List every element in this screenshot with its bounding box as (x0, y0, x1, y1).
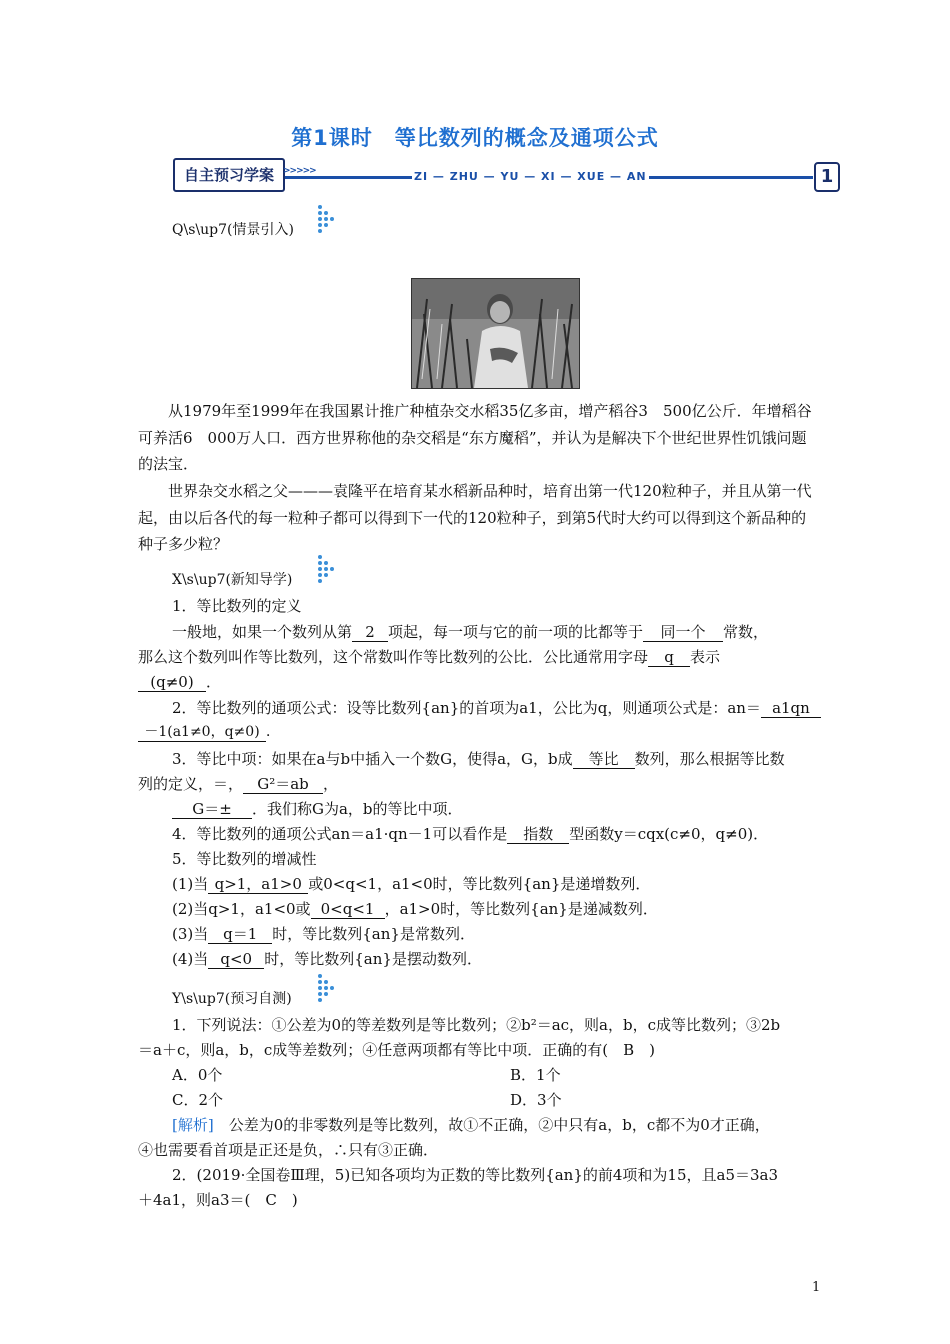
option-d: D．3个 (510, 1091, 562, 1109)
intro-paragraph-1: 从1979年至1999年在我国累计推广种植杂交水稻35亿多亩，增产稻谷3 500亿公斤．年增稻谷可养活6 000万人口．西方世界称他的杂交稻是“东方魔稻”，并认为是解决下个世纪世界性饥饿问题的法宝． (138, 402, 812, 473)
question-2-line-a: 2．(2019·全国卷Ⅲ理，5)已知各项均为正数的等比数列{an}的前4项和为15，且a5＝3a3 (172, 1166, 779, 1184)
text: ． (266, 724, 280, 740)
page-title: 第1课时 等比数列的概念及通项公式 (291, 126, 659, 150)
text: 3．等比中项：如果在a与b中插入一个数G，使得a，G，b成 (172, 750, 573, 768)
text: 表示 (690, 648, 721, 666)
text: ． (206, 673, 222, 691)
answer-blank: G²＝ab (243, 775, 323, 794)
answer-blank: －1(a1≠0，q≠0) (138, 723, 266, 742)
knowledge-item-5: 5．等比数列的增减性 (172, 850, 317, 868)
answer-blank: 2 (352, 623, 388, 642)
answer-blank: G＝± (172, 800, 252, 819)
text: 公差为0的非零数列是等比数列，故①不正确，②中只有a，b，c都不为0才正确， (228, 1116, 770, 1134)
banner-arrows: >>>>> (283, 166, 316, 176)
triangle-marker-icon (316, 554, 342, 588)
analysis-tag: [解析] (172, 1116, 214, 1134)
knowledge-line-2b (138, 721, 280, 742)
section-banner-label: 自主预习学案 (173, 158, 285, 192)
knowledge-line-5b (172, 898, 658, 919)
knowledge-line-1a (172, 621, 768, 642)
knowledge-line-5d (172, 948, 482, 969)
analysis-line-b: ④也需要看首项是正还是负，∴只有③正确． (138, 1141, 439, 1159)
triangle-marker-icon (316, 973, 342, 1007)
knowledge-line-5a (172, 873, 650, 894)
answer-blank: 同一个 (643, 623, 723, 642)
question-2-line-b: ＋4a1，则a3＝( C ) (138, 1191, 298, 1209)
answer-blank: 指数 (507, 825, 569, 844)
text: (1)当 (172, 875, 209, 893)
banner-number: 1 (814, 162, 840, 192)
knowledge-line-1c (138, 671, 221, 692)
knowledge-line-3a (172, 748, 785, 769)
question-1-line-b: ＝a＋c，则a，b，c成等差数列；④任意两项都有等比中项．正确的有( B ) (138, 1041, 656, 1059)
answer-blank: q (648, 648, 690, 667)
text: (4)当 (172, 950, 209, 968)
knowledge-line-1b (138, 646, 720, 667)
text: 时，等比数列{an}是常数列． (272, 925, 475, 943)
answer-blank: a1qn (761, 699, 821, 718)
text: ，a1>0时，等比数列{an}是递减数列． (384, 900, 658, 918)
triangle-marker-icon (316, 204, 342, 238)
text: 或0<q<1，a1<0时，等比数列{an}是递增数列． (308, 875, 651, 893)
text: 时，等比数列{an}是摆动数列． (264, 950, 482, 968)
text: 4．等比数列的通项公式an＝a1·qn－1可以看作是 (172, 825, 508, 843)
text: 常数， (723, 623, 769, 641)
answer-blank: q<0 (208, 950, 264, 969)
analysis-line-a (172, 1114, 770, 1135)
section-heading-q: Q\s\up7(情景引入) (172, 222, 294, 238)
answer-blank: (q≠0) (138, 673, 206, 692)
knowledge-line-2a (172, 697, 821, 718)
text: 那么这个数列叫作等比数列，这个常数叫作等比数列的公比．公比通常用字母 (138, 648, 649, 666)
text: 型函数y＝cqx(c≠0，q≠0)． (569, 825, 769, 843)
knowledge-line-5c (172, 923, 475, 944)
rice-field-photo (411, 278, 580, 389)
text: 一般地，如果一个数列从第 (172, 623, 353, 641)
option-a: A．0个 (172, 1066, 223, 1084)
answer-blank: 0<q<1 (311, 900, 385, 919)
section-heading-y: Y\s\up7(预习自测) (172, 991, 292, 1007)
text: 数列，那么根据等比数 (634, 750, 785, 768)
option-b: B．1个 (510, 1066, 561, 1084)
page-number: 1 (812, 1280, 821, 1295)
answer-blank: q＝1 (208, 925, 272, 944)
section-heading-x: X\s\up7(新知导学) (172, 572, 293, 588)
knowledge-line-4 (172, 823, 768, 844)
answer-blank: q>1，a1>0 (208, 875, 308, 894)
text: (2)当q>1，a1<0或 (172, 900, 311, 918)
text: 2．等比数列的通项公式：设等比数列{an}的首项为a1，公比为q，则通项公式是：an＝ (172, 699, 761, 717)
knowledge-item-1: 1．等比数列的定义 (172, 597, 302, 615)
option-c: C．2个 (172, 1091, 224, 1109)
intro-paragraph-2: 世界杂交水稻之父———袁隆平在培育某水稻新品种时，培育出第一代120粒种子，并且从第一代起，由以后各代的每一粒种子都可以得到下一代的120粒种子，到第5代时大约可以得到这个新品种的种子多少粒？ (138, 482, 812, 553)
text: ， (323, 775, 339, 793)
text: ．我们称G为a，b的等比中项． (252, 800, 463, 818)
text: (3)当 (172, 925, 209, 943)
banner-pinyin: ZI — ZHU — YU — XI — XUE — AN (414, 170, 647, 183)
text: 列的定义，＝， (138, 775, 244, 793)
answer-blank: 等比 (573, 750, 635, 769)
question-1-line-a: 1．下列说法：①公差为0的等差数列是等比数列；②b²＝ac，则a，b，c成等比数列；③2b (172, 1016, 781, 1034)
knowledge-line-3c (172, 798, 463, 819)
text: 项起，每一项与它的前一项的比都等于 (388, 623, 644, 641)
knowledge-line-3b (138, 773, 338, 794)
